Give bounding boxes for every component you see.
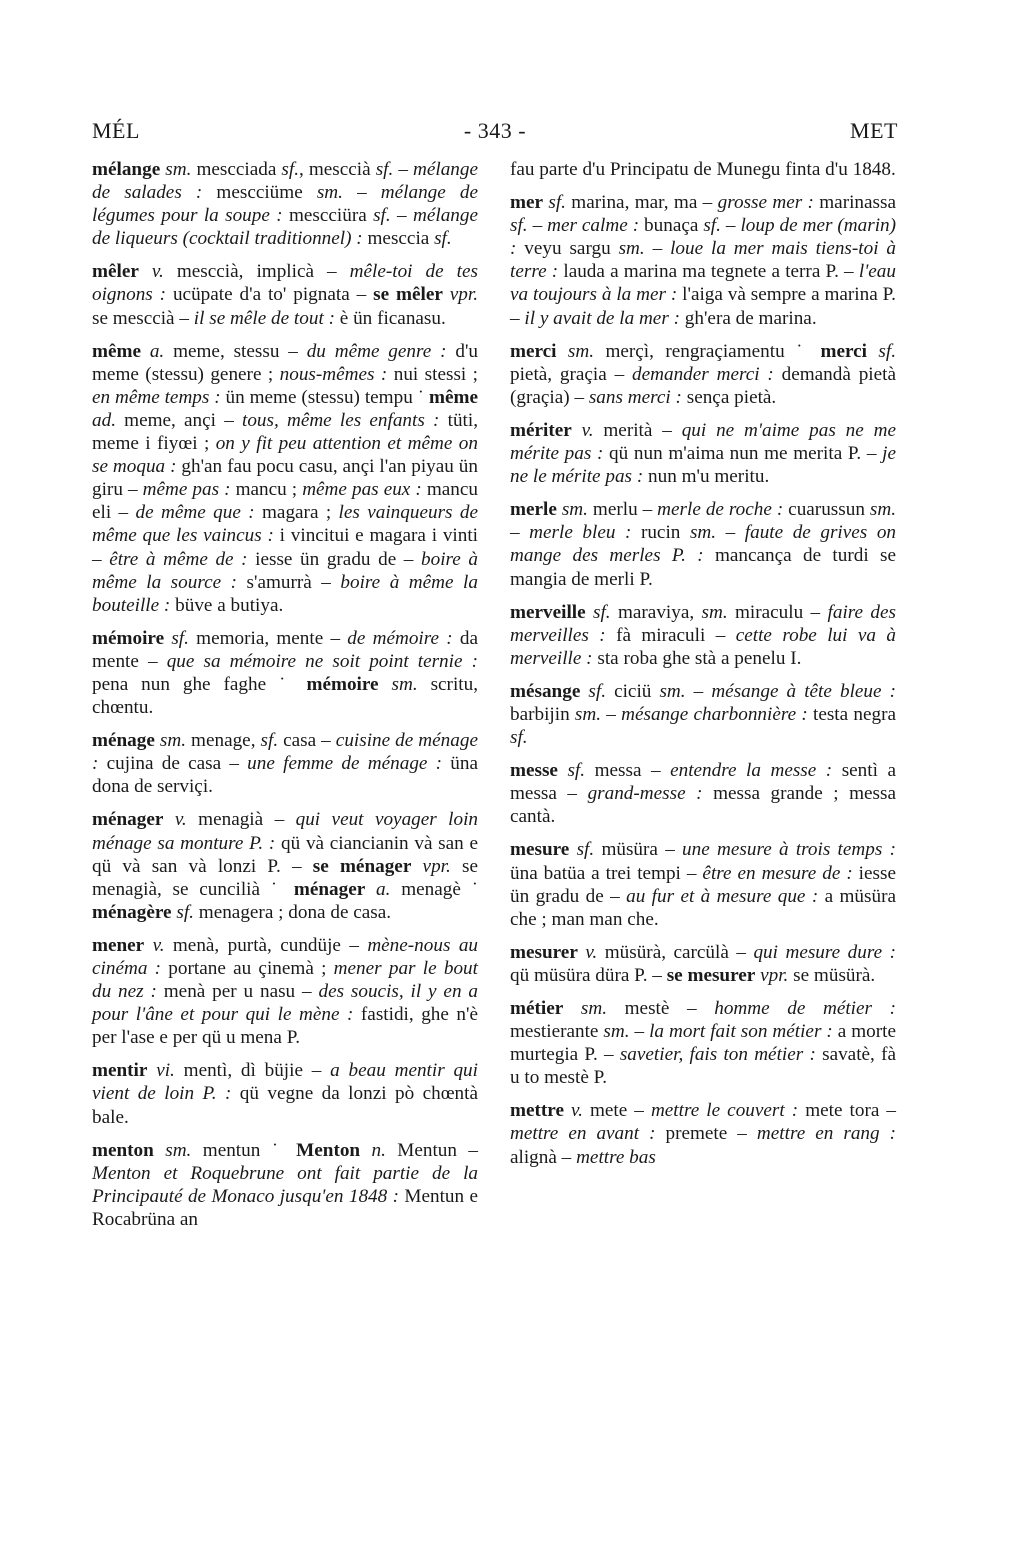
- entry-text: menagè ˙: [390, 878, 478, 900]
- entry-text: tüti, meme i fiyœi ;: [92, 409, 478, 455]
- italic-text: vpr.: [442, 284, 478, 306]
- italic-text: nous-mêmes :: [279, 363, 388, 385]
- entry-text: menage,: [186, 730, 261, 752]
- headword: ménage: [92, 730, 155, 752]
- entry-text: –: [629, 1021, 650, 1043]
- italic-text: sf.: [434, 228, 452, 250]
- entry-text: premete –: [655, 1123, 757, 1145]
- italic-text: sm.: [316, 182, 343, 204]
- italic-text: sf.: [164, 627, 189, 649]
- italic-text: Menton et Roquebrune ont fait partie de la Principauté de Monaco jusqu'en 1848 :: [92, 1162, 478, 1207]
- dictionary-entry: [92, 260, 478, 329]
- headword: mémoire: [92, 627, 165, 649]
- italic-text: sf.: [580, 680, 607, 702]
- headword: se mesurer: [666, 964, 756, 986]
- entry-text: fà miraculi –: [605, 624, 736, 646]
- italic-text: boire à même la bouteille :: [92, 571, 478, 616]
- entry-text: qü nun m'aima nun me merita P. –: [603, 443, 883, 465]
- italic-text: au fur et à mesure que :: [626, 885, 819, 907]
- italic-text: être à même de :: [109, 548, 248, 570]
- entry-text: mescciüme: [202, 182, 317, 204]
- entry-text: mesccia: [362, 228, 435, 250]
- italic-text: il se mêle de tout :: [193, 307, 335, 329]
- left-column: [92, 158, 478, 1241]
- italic-text: mélange de liqueurs (cocktail traditionnel) :: [92, 205, 479, 250]
- italic-text: l'eau va toujours à la mer :: [510, 261, 896, 306]
- running-head: [92, 118, 898, 146]
- italic-text: grand-messe :: [587, 783, 703, 805]
- italic-text: qui ne m'aime pas ne me mérite pas :: [510, 419, 896, 465]
- dictionary-entry: [92, 1139, 478, 1231]
- italic-text: loue la mer mais tiens-toi à terre :: [510, 238, 897, 283]
- headword: merci: [820, 340, 867, 362]
- italic-text: mettre le couvert :: [650, 1100, 799, 1122]
- entry-text: portane au çinemà ;: [161, 958, 334, 979]
- headword: merle: [510, 499, 557, 521]
- right-column: [510, 158, 896, 1179]
- entry-text: qü và ciancianin và san e qü và san và lonzi P. –: [92, 832, 479, 877]
- entry-text: sta roba ghe stà a penelu I.: [592, 647, 802, 669]
- italic-text: sf.: [373, 205, 391, 227]
- entry-text: mestè –: [607, 998, 715, 1019]
- headword: mésange: [510, 680, 581, 702]
- headword: mentir: [92, 1060, 148, 1082]
- dictionary-entry: [510, 759, 896, 828]
- italic-text: v.: [144, 934, 165, 956]
- entry-text: menagera ; dona de casa.: [193, 901, 392, 923]
- headword: merveille: [510, 601, 586, 623]
- entry-text: veyu sargu: [516, 238, 619, 260]
- italic-text: mène-nous au cinéma :: [92, 934, 479, 979]
- entry-text: lauda a marina ma tegnete a terra P. –: [558, 261, 859, 283]
- entry-text: testa negra: [807, 703, 896, 725]
- italic-text: sf.: [281, 159, 299, 180]
- italic-text: faute de grives on mange des merles P. :: [510, 522, 897, 567]
- italic-text: de même que :: [135, 502, 255, 524]
- entry-text: mestierante: [510, 1021, 604, 1043]
- italic-text: sm.: [574, 703, 602, 725]
- italic-text: vi.: [147, 1060, 175, 1082]
- italic-text: même pas :: [142, 479, 231, 501]
- italic-text: sf.: [375, 159, 394, 180]
- italic-text: je ne le mérite pas :: [510, 443, 896, 488]
- entry-text: mete tora –: [798, 1100, 897, 1122]
- entry-text: i vincitui e magara i vinti –: [92, 525, 479, 570]
- headword: métier: [510, 998, 564, 1019]
- italic-text: v.: [163, 809, 187, 831]
- entry-text: cuarussun: [783, 499, 870, 521]
- italic-text: même pas eux :: [302, 479, 422, 501]
- italic-text: sm.: [160, 159, 192, 180]
- italic-text: sm.: [153, 1139, 192, 1161]
- entry-text: cujina de casa –: [98, 753, 248, 775]
- italic-text: mettre en avant :: [510, 1123, 656, 1145]
- entry-text: qü müsüra düra P. –: [510, 964, 667, 986]
- italic-text: sm.: [618, 238, 645, 260]
- italic-text: mener par le bout du nez :: [92, 958, 478, 1003]
- entry-text: mancu eli –: [92, 479, 478, 524]
- entry-text: magara ;: [254, 502, 339, 524]
- dictionary-entry: [510, 158, 896, 181]
- italic-text: qui mesure dure :: [753, 941, 896, 963]
- entry-text: merçì, rengraçiamentu ˙: [594, 340, 821, 362]
- italic-text: sf.: [510, 215, 528, 237]
- italic-text: v.: [563, 1100, 583, 1122]
- italic-text: loup de mer (marin) :: [510, 215, 897, 260]
- dictionary-entry: [510, 1099, 896, 1168]
- italic-text: entendre la messe :: [670, 760, 833, 782]
- entry-text: fastidi, ghe n'è per l'ase e per qü u mena P.: [92, 1004, 478, 1049]
- entry-text: –: [644, 238, 671, 260]
- italic-text: mettre en rang :: [756, 1123, 896, 1145]
- dictionary-entry: [510, 498, 896, 590]
- entry-text: meme, stessu –: [164, 340, 307, 362]
- italic-text: on y fit peu attention et même on se moqua :: [92, 433, 478, 478]
- entry-text: –: [390, 205, 413, 227]
- italic-text: mésange charbonnière :: [621, 703, 808, 725]
- entry-text: bunaça: [639, 215, 704, 237]
- headword: messe: [510, 760, 558, 782]
- italic-text: sm.: [603, 1021, 630, 1043]
- entry-text: müsürà, carcülà –: [597, 941, 754, 963]
- dictionary-entry: [92, 158, 478, 250]
- entry-text: gh'era de marina.: [679, 307, 817, 329]
- italic-text: sm.: [556, 340, 595, 362]
- entry-text: –: [510, 522, 530, 544]
- italic-text: cette robe lui va à merveille :: [510, 624, 896, 669]
- italic-text: sf.: [543, 192, 566, 214]
- entry-text: Mentun e Rocabrüna an: [92, 1185, 478, 1230]
- entry-text: sentì a messa –: [510, 760, 896, 805]
- entry-text: menà, purtà, cundüje –: [164, 934, 368, 956]
- entry-text: l'aiga và sempre a marina P. –: [510, 284, 896, 329]
- italic-text: a beau mentir qui vient de loin P. :: [92, 1060, 478, 1105]
- headword: Menton: [296, 1139, 361, 1161]
- italic-text: de mémoire :: [347, 627, 453, 649]
- entry-text: se müsürà.: [788, 964, 876, 986]
- entry-text: ün meme (stessu) tempu ˙: [220, 386, 429, 408]
- entry-text: s'amurrà –: [237, 571, 341, 593]
- italic-text: sm.: [154, 730, 187, 752]
- italic-text: cuisine de ménage :: [92, 730, 478, 775]
- italic-text: vpr.: [755, 964, 789, 986]
- italic-text: a.: [141, 340, 165, 362]
- entry-text: barbijin: [510, 703, 575, 725]
- entry-text: mentì, dì büjie –: [174, 1060, 331, 1082]
- italic-text: sf.: [510, 727, 528, 749]
- entry-text: –: [393, 159, 413, 180]
- italic-text: du même genre :: [306, 340, 447, 362]
- entry-text: marinassa: [813, 192, 896, 214]
- entry-text: memoria, mente –: [188, 627, 348, 649]
- italic-text: sf.: [569, 839, 595, 861]
- dictionary-entry: [510, 997, 896, 1089]
- entry-text: –: [716, 522, 745, 544]
- headword: ménager: [293, 878, 366, 900]
- italic-text: sm.: [659, 680, 686, 702]
- italic-text: sans merci :: [588, 386, 682, 408]
- headword: même: [92, 340, 141, 362]
- entry-text: mescciada: [191, 159, 282, 180]
- entry-text: merlu –: [587, 499, 658, 521]
- entry-text: mentun ˙: [191, 1139, 297, 1161]
- entry-text: savatè, fà u to mestè P.: [510, 1044, 896, 1089]
- header-right-guideword: MET: [850, 118, 898, 143]
- headword: menton: [92, 1139, 154, 1161]
- entry-text: , mesccià: [299, 159, 376, 180]
- headword: mélange: [92, 159, 161, 180]
- italic-text: demander merci :: [632, 363, 774, 385]
- entry-text: pena nun ghe faghe ˙: [92, 673, 307, 695]
- dictionary-entry: [92, 934, 478, 1049]
- italic-text: sm.: [869, 499, 896, 521]
- entry-text: meme, ançi –: [115, 409, 242, 431]
- italic-text: v.: [138, 261, 164, 283]
- headword: ménagère: [92, 901, 172, 923]
- italic-text: a.: [365, 878, 391, 900]
- headword: mesurer: [510, 941, 578, 963]
- entry-text: mescciüra: [282, 205, 374, 227]
- italic-text: homme de métier :: [714, 998, 897, 1019]
- headword: mériter: [510, 419, 572, 441]
- dictionary-entry: [510, 838, 896, 930]
- italic-text: une femme de ménage :: [247, 753, 443, 775]
- entry-text: –: [685, 680, 712, 702]
- headword: mer: [510, 192, 544, 214]
- entry-text: miraculu –: [727, 601, 828, 623]
- italic-text: faire des merveilles :: [510, 601, 896, 646]
- headword: mémoire: [306, 673, 379, 695]
- entry-text: se menagià, se cuncilià ˙: [92, 855, 479, 900]
- italic-text: une mesure à trois temps :: [682, 839, 896, 861]
- italic-text: n.: [360, 1139, 386, 1161]
- entry-text: merità –: [593, 419, 682, 441]
- entry-text: maraviya,: [610, 601, 702, 623]
- italic-text: tous, même les enfants :: [241, 409, 440, 431]
- entry-text: messa grande ; messa cantà.: [510, 783, 896, 828]
- dictionary-entry: [510, 941, 896, 987]
- entry-text: rucin: [631, 522, 690, 544]
- dictionary-entry: [92, 729, 478, 798]
- entry-text: a morte murtegia P. –: [510, 1021, 897, 1066]
- entry-text: pietà, graçia –: [510, 363, 633, 385]
- entry-text: messa –: [585, 760, 671, 782]
- entry-text: ucüpate d'a to' pignata –: [166, 284, 374, 306]
- headword: mener: [92, 934, 145, 956]
- entry-text: Mentun –: [385, 1139, 478, 1161]
- italic-text: v.: [577, 941, 598, 963]
- italic-text: qui veut voyager loin ménage sa monture P. :: [92, 809, 479, 854]
- dictionary-entry: [510, 419, 896, 488]
- dictionary-entry: [510, 340, 896, 409]
- italic-text: mélange de salades :: [92, 159, 478, 204]
- entry-text: menagià –: [186, 809, 296, 831]
- italic-text: les vainqueurs de même que les vaincus :: [92, 502, 478, 547]
- entry-text: menà per u nasu –: [156, 981, 319, 1003]
- italic-text: sf.: [260, 730, 279, 752]
- italic-text: grosse mer :: [717, 192, 814, 214]
- headword: mesure: [510, 839, 570, 861]
- entry-text: mancança de turdi se mangia de merli P.: [510, 545, 896, 590]
- entry-text: casa –: [278, 730, 336, 752]
- headword: merci: [510, 340, 557, 362]
- italic-text: sm.: [378, 673, 418, 695]
- entry-text: mancu ;: [230, 479, 303, 501]
- headword: même: [429, 386, 478, 408]
- entry-text: nun m'u meritu.: [643, 466, 770, 488]
- entry-text: d'u meme (stessu) genere ;: [92, 340, 478, 385]
- entry-text: üna dona de serviçi.: [92, 753, 478, 798]
- italic-text: ad.: [92, 409, 116, 431]
- dictionary-entry: [92, 340, 478, 617]
- entry-text: marina, mar, ma –: [565, 192, 718, 214]
- italic-text: des soucis, il y en a pour l'âne et pour qui le mène :: [92, 981, 478, 1026]
- entry-text: iesse ün gradu de –: [247, 548, 422, 570]
- entry-text: scritu, chœntu.: [92, 673, 478, 719]
- dictionary-entry: [510, 191, 896, 330]
- italic-text: il y avait de la mer :: [524, 307, 680, 329]
- entry-text: mesccià, implicà –: [163, 261, 350, 283]
- italic-text: merle bleu :: [529, 522, 632, 544]
- italic-text: mésange à tête bleue :: [711, 680, 896, 702]
- headword: se mêler: [373, 284, 443, 306]
- entry-text: mete –: [582, 1100, 651, 1122]
- italic-text: merle de roche :: [657, 499, 784, 521]
- page-number: - 343 -: [463, 118, 527, 143]
- headword: se ménager: [312, 855, 412, 877]
- dictionary-entry: [92, 808, 478, 923]
- italic-text: sm.: [689, 522, 717, 544]
- italic-text: mélange de légumes pour la soupe :: [92, 182, 479, 227]
- italic-text: mettre bas: [576, 1146, 656, 1168]
- entry-text: qü vegne da lonzi pò chœntà bale.: [92, 1083, 478, 1128]
- entry-text: –: [720, 215, 741, 237]
- entry-text: iesse ün gradu de –: [510, 862, 896, 907]
- italic-text: sm.: [556, 499, 588, 521]
- entry-text: demandà pietà (graçia) –: [510, 363, 896, 408]
- dictionary-entry: [510, 680, 896, 749]
- italic-text: sf.: [703, 215, 721, 237]
- entry-text: müsüra –: [594, 839, 683, 861]
- italic-text: sf.: [171, 901, 194, 923]
- entry-text: –: [342, 182, 381, 204]
- italic-text: vpr.: [411, 855, 451, 877]
- italic-text: sf.: [867, 340, 896, 362]
- italic-text: mer calme :: [547, 215, 640, 237]
- italic-text: mêle-toi de tes oignons :: [92, 261, 478, 306]
- entry-text: üna batüa a trei tempi –: [510, 862, 703, 884]
- dictionary-entry: [92, 627, 478, 719]
- entry-text: a müsüra che ; man man che.: [510, 885, 896, 930]
- headword: ménager: [92, 809, 164, 831]
- entry-text: da mente –: [92, 627, 478, 672]
- italic-text: la mort fait son métier :: [649, 1021, 833, 1043]
- entry-text: gh'an fau pocu casu, ançi l'an piyau ün giru –: [92, 456, 478, 501]
- dictionary-entry: [92, 1059, 478, 1128]
- italic-text: sf.: [585, 601, 611, 623]
- italic-text: en même temps :: [92, 386, 221, 408]
- italic-text: v.: [571, 419, 594, 441]
- italic-text: savetier, fais ton métier :: [619, 1044, 816, 1066]
- headword: mêler: [92, 261, 139, 283]
- entry-text: alignà –: [510, 1146, 577, 1168]
- entry-text: fau parte d'u Principatu de Munegu finta d'u 1848.: [510, 159, 896, 180]
- italic-text: boire à même la source :: [92, 548, 478, 593]
- headword: mettre: [510, 1100, 564, 1122]
- header-left-guideword: MÉL: [92, 118, 140, 143]
- entry-text: –: [527, 215, 548, 237]
- italic-text: sm.: [701, 601, 728, 623]
- entry-text: ciciü: [606, 680, 660, 702]
- italic-text: sf.: [557, 760, 586, 782]
- entry-text: è ün ficanasu.: [334, 307, 446, 329]
- entry-text: sença pietà.: [681, 386, 777, 408]
- italic-text: que sa mémoire ne soit point ternie :: [166, 650, 478, 672]
- entry-text: nui stessi ;: [387, 363, 478, 385]
- italic-text: sm.: [563, 998, 608, 1019]
- entry-text: –: [601, 703, 622, 725]
- entry-text: büve a butiya.: [170, 594, 284, 616]
- italic-text: être en mesure de :: [702, 862, 853, 884]
- dictionary-entry: [510, 601, 896, 670]
- entry-text: se mesccià –: [92, 307, 194, 329]
